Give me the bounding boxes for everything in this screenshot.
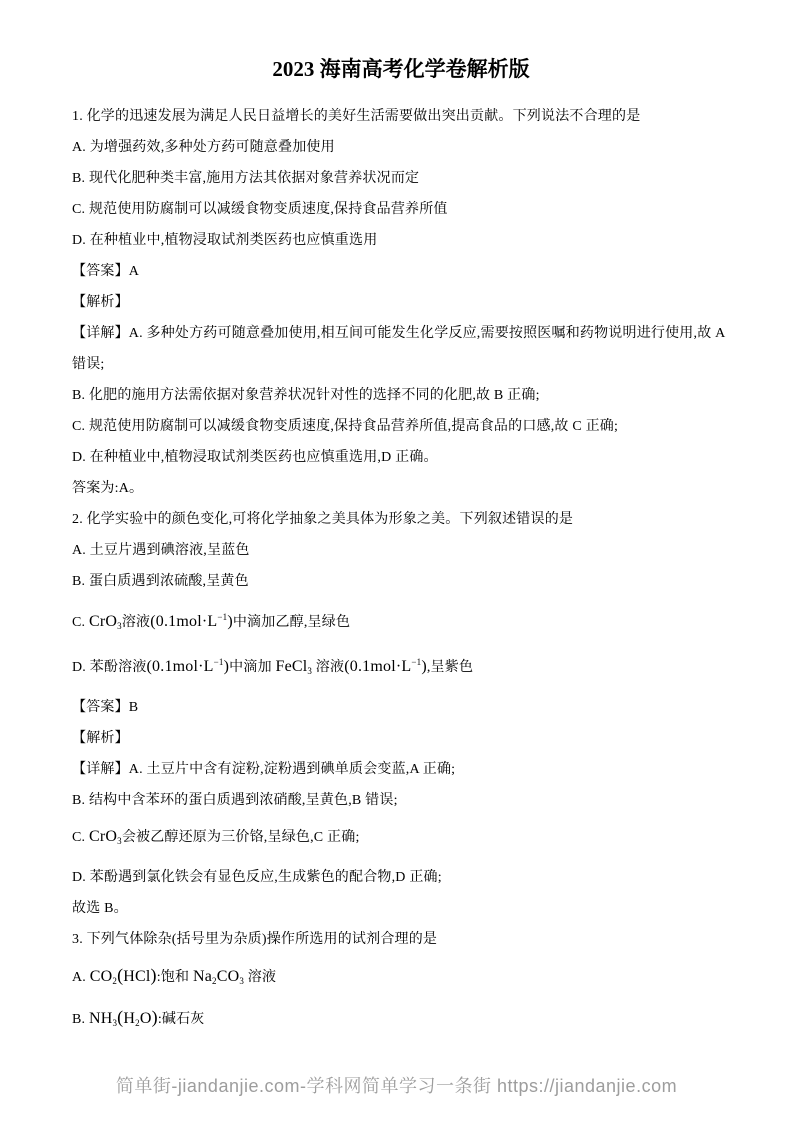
- q1-answer: 【答案】A: [72, 264, 140, 279]
- q2-detail-b: B. 结构中含苯环的蛋白质遇到浓硝酸,呈黄色,B 错误;: [72, 793, 398, 808]
- q3-option-b: B. $NH_3(H_2O)$:碱石灰: [72, 1007, 205, 1028]
- q2-option-d: D. 苯酚溶液$(0.1mol\cdot L^{-1})$中滴加 FeCl$_3$ 溶液$(0.1mol\cdot L^{-1})$,呈紫色: [72, 657, 474, 676]
- q2-answer: 【答案】B: [72, 700, 139, 715]
- question-1: [72, 101, 730, 504]
- page-title: 2023 海南高考化学卷解析版: [272, 57, 530, 81]
- q2-option-b: B. 蛋白质遇到浓硫酸,呈黄色: [72, 574, 249, 589]
- q1-option-b: B. 现代化肥种类丰富,施用方法其依据对象营养状况而定: [72, 171, 420, 186]
- question-3: [72, 924, 730, 1039]
- q1-conclusion: 答案为:A。: [72, 481, 144, 496]
- q2-detail-d: D. 苯酚遇到氯化铁会有显色反应,生成紫色的配合物,D 正确;: [72, 870, 442, 885]
- q1-option-c: C. 规范使用防腐制可以减缓食物变质速度,保持食品营养所值: [72, 202, 448, 217]
- q1-detail-a: 【详解】A. 多种处方药可随意叠加使用,相互间可能发生化学反应,需要按照医嘱和药物说明进行使用,故 A 错误;: [72, 326, 725, 372]
- q3-option-a: A. $CO_2(HCl)$:饱和 $Na_2CO_3$ 溶液: [72, 965, 277, 986]
- q1-stem: 1. 化学的迅速发展为满足人民日益增长的美好生活需要做出突出贡献。下列说法不合理的是: [72, 109, 641, 124]
- q2-conclusion: 故选 B。: [72, 901, 128, 916]
- question-2: [72, 504, 730, 924]
- footer-watermark: 简单街-jiandanjie.com-学科网简单学习一条街 https://jiandanjie.com: [115, 1076, 678, 1096]
- q2-detail-a: 【详解】A. 土豆片中含有淀粉,淀粉遇到碘单质会变蓝,A 正确;: [72, 762, 456, 777]
- q2-detail-c: C. CrO$_3$会被乙醇还原为三价铬,呈绿色,C 正确;: [72, 828, 360, 846]
- q1-detail-c: C. 规范使用防腐制可以减缓食物变质速度,保持食品营养所值,提高食品的口感,故 C 正确;: [72, 419, 619, 434]
- q1-analysis-label: 【解析】: [72, 295, 129, 310]
- q1-option-d: D. 在种植业中,植物浸取试剂类医药也应慎重选用: [72, 233, 378, 248]
- q2-analysis-label: 【解析】: [72, 731, 129, 746]
- q2-stem: 2. 化学实验中的颜色变化,可将化学抽象之美具体为形象之美。下列叙述错误的是: [72, 512, 574, 527]
- q1-option-a: A. 为增强药效,多种处方药可随意叠加使用: [72, 140, 335, 155]
- q1-detail-d: D. 在种植业中,植物浸取试剂类医药也应慎重选用,D 正确。: [72, 450, 438, 465]
- q3-stem: 3. 下列气体除杂(括号里为杂质)操作所选用的试剂合理的是: [72, 932, 438, 947]
- q1-detail-b: B. 化肥的施用方法需依据对象营养状况针对性的选择不同的化肥,故 B 正确;: [72, 388, 540, 403]
- q2-option-c: C. CrO$_3$溶液$(0.1mol\cdot L^{-1})$中滴加乙醇,呈绿色: [72, 612, 351, 631]
- q2-option-a: A. 土豆片遇到碘溶液,呈蓝色: [72, 543, 250, 558]
